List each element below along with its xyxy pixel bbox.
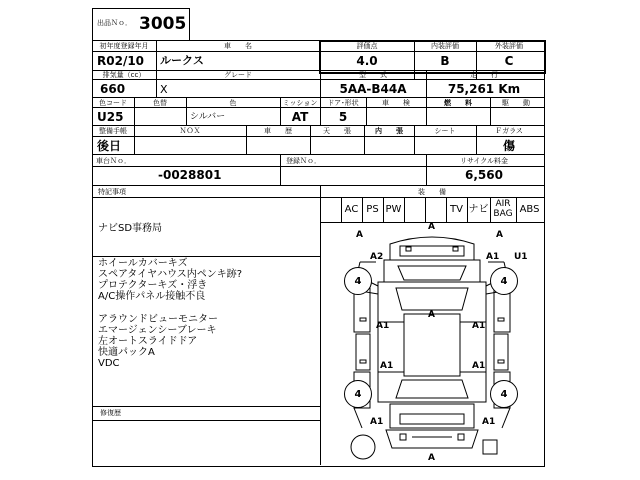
note-line: アラウンドビューモニター (98, 314, 218, 325)
note-line: 左オートスライドドア (98, 336, 198, 347)
doors-value: 5 (338, 110, 348, 124)
note-line: 快適パックA (98, 347, 155, 358)
interior-label: 内装評価 (431, 42, 459, 50)
recycle-value: 6,560 (465, 168, 503, 182)
note-line: A/C操作パネル接触不良 (98, 291, 206, 302)
cc-value: 660 (100, 82, 126, 96)
damage-a1-low-left: A1 (380, 361, 394, 371)
color-code-label: 色コード (99, 99, 127, 107)
doors-label: ドア･形状 (327, 99, 359, 107)
color-code-value: U25 (97, 110, 124, 124)
chassis-label: 車台Ｎｏ． (96, 157, 131, 165)
model-label: 車 名 (224, 42, 252, 50)
damage-a-bottom: A (428, 453, 435, 463)
repair-history-label: 修復歴 (100, 409, 121, 417)
equip-pw: PW (385, 204, 402, 215)
type-label: 型 式 (359, 71, 387, 79)
mileage-label: 走 行 (470, 71, 498, 79)
tire-rear-right: 4 (490, 380, 518, 408)
manual-label: 整備手帳 (99, 127, 127, 135)
grade-label: グレード (224, 71, 252, 79)
damage-a-top-right: A (496, 230, 503, 240)
damage-a1-mid-right: A1 (472, 321, 486, 331)
color-type-label: 色替 (153, 99, 167, 107)
cc-label: 排気量（cc） (102, 71, 146, 79)
notes-line-navi: ナビSD事務局 (98, 223, 163, 234)
damage-a1-rear-right: A1 (482, 417, 496, 427)
damage-a1-rear-left: A1 (370, 417, 384, 427)
damage-a-roof: A (428, 310, 435, 320)
damage-a2: A2 (370, 252, 384, 262)
interior-value: B (440, 54, 450, 68)
exterior-value: C (504, 54, 514, 68)
tire-rear-left: 4 (344, 380, 372, 408)
ceiling-label: 天 張 (323, 127, 351, 135)
history-label: 車 歴 (264, 127, 292, 135)
lot-number: 3005 (139, 14, 187, 34)
damage-a1-mid-left: A1 (376, 321, 390, 331)
nox-label: ＮＯＸ (179, 127, 201, 135)
equipment-header: 装 備 (418, 188, 446, 196)
reg-label: 登録Ｎｏ． (286, 157, 321, 165)
score-label: 評価点 (356, 42, 378, 50)
damage-a-top-center: A (428, 222, 435, 232)
color-value: シルバー (190, 112, 226, 122)
chassis-value: -0028801 (158, 168, 222, 182)
damage-a-top-left: A (356, 230, 363, 240)
damage-a1-low-right: A1 (472, 361, 486, 371)
glass-value: 傷 (502, 139, 515, 153)
fuel-label: 燃 料 (444, 99, 472, 107)
drive-label: 駆 動 (502, 99, 530, 107)
car-diagram (320, 222, 544, 465)
inspection-label: 車 検 (382, 99, 410, 107)
equip-navi: ナビ (468, 204, 489, 215)
note-line: プロテクターキズ・浮き (98, 280, 208, 291)
notes-header: 特記事項 (98, 188, 126, 196)
equip-airbag: AIR BAG (493, 199, 513, 219)
year-value: R02/10 (97, 54, 145, 68)
notes-block-damage (98, 258, 242, 302)
notes-block-options (98, 314, 218, 369)
model-value: ルークス (160, 54, 204, 67)
equip-ac: AC (344, 204, 359, 215)
tire-front-left: 4 (344, 267, 372, 295)
mission-value: AT (291, 110, 309, 124)
mission-label: ミッション (282, 99, 318, 107)
note-line: スペアタイヤハウス内ペンキ跡? (98, 269, 243, 280)
equip-ps: PS (366, 204, 379, 215)
note-line: ホイールカバーキズ (98, 258, 188, 269)
note-line: VDC (98, 358, 120, 369)
seat-label: シート (434, 127, 456, 135)
equip-abs: ABS (519, 204, 540, 215)
equip-tv: TV (450, 204, 463, 215)
lot-number-box (92, 8, 190, 41)
exterior-label: 外装評価 (495, 42, 523, 50)
score-value: 4.0 (356, 54, 378, 68)
tire-front-right: 4 (490, 267, 518, 295)
glass-label: Ｆガラス (495, 127, 523, 135)
year-label: 初年度登録年月 (99, 42, 149, 50)
lot-number-label: 出品Ｎｏ． (97, 19, 132, 27)
color-label: 色 (229, 99, 237, 107)
manual-value: 後日 (97, 139, 122, 153)
interior-trim-label: 内 張 (375, 127, 403, 135)
type-value: 5AA-B44A (339, 82, 407, 96)
recycle-label: リサイクル料金 (459, 157, 509, 165)
mileage-value: 75,261 Km (447, 82, 521, 96)
damage-u1: U1 (514, 252, 528, 262)
damage-a1-top-right: A1 (486, 252, 500, 262)
grade-value: X (160, 83, 168, 96)
note-line: エマージェンシーブレーキ (98, 325, 217, 336)
